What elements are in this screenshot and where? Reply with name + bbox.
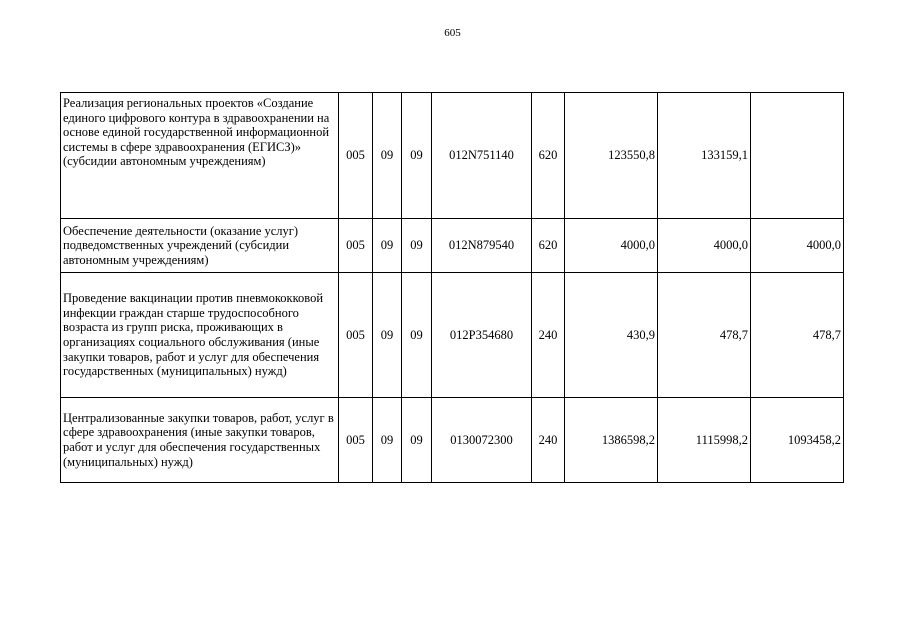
- amount-year2: 478,7: [658, 273, 751, 398]
- page-number: 605: [444, 27, 461, 39]
- target-article-code: 012N751140: [432, 93, 532, 219]
- ministry-code: 005: [339, 273, 373, 398]
- amount-year1: 1386598,2: [565, 398, 658, 483]
- row-description: Централизованные закупки товаров, работ, услуг в сфере здравоохранения (иные закупки товаров, работ и услуг для обеспечения государственных (муниципальных) нужд): [61, 398, 339, 483]
- row-description: Реализация региональных проектов «Создание единого цифрового контура в здравоохранении на основе единой государственной информационной системы в сфере здравоохранения (ЕГИСЗ)» (субсидии автономным учреждениям): [61, 93, 339, 219]
- section-code: 09: [373, 273, 402, 398]
- expense-type-code: 240: [532, 398, 565, 483]
- amount-year3: 1093458,2: [751, 398, 844, 483]
- expense-type-code: 240: [532, 273, 565, 398]
- target-article-code: 012N879540: [432, 219, 532, 273]
- budget-table: [60, 92, 844, 483]
- amount-year1: 4000,0: [565, 219, 658, 273]
- table-row: [61, 93, 844, 219]
- amount-year3: [751, 93, 844, 219]
- subsection-code: 09: [402, 93, 432, 219]
- amount-year3: 4000,0: [751, 219, 844, 273]
- row-description: Проведение вакцинации против пневмококковой инфекции граждан старше трудоспособного возраста из групп риска, проживающих в организациях социального обслуживания (иные закупки товаров, работ и услуг для обеспечения государственных (муниципальных) нужд): [61, 273, 339, 398]
- amount-year1: 123550,8: [565, 93, 658, 219]
- table-row: [61, 398, 844, 483]
- ministry-code: 005: [339, 93, 373, 219]
- ministry-code: 005: [339, 398, 373, 483]
- amount-year1: 430,9: [565, 273, 658, 398]
- subsection-code: 09: [402, 273, 432, 398]
- row-description: Обеспечение деятельности (оказание услуг) подведомственных учреждений (субсидии автономным учреждениям): [61, 219, 339, 273]
- expense-type-code: 620: [532, 93, 565, 219]
- subsection-code: 09: [402, 398, 432, 483]
- ministry-code: 005: [339, 219, 373, 273]
- target-article-code: 012P354680: [432, 273, 532, 398]
- section-code: 09: [373, 219, 402, 273]
- amount-year3: 478,7: [751, 273, 844, 398]
- amount-year2: 133159,1: [658, 93, 751, 219]
- expense-type-code: 620: [532, 219, 565, 273]
- amount-year2: 4000,0: [658, 219, 751, 273]
- section-code: 09: [373, 398, 402, 483]
- subsection-code: 09: [402, 219, 432, 273]
- amount-year2: 1115998,2: [658, 398, 751, 483]
- section-code: 09: [373, 93, 402, 219]
- table-row: [61, 273, 844, 398]
- target-article-code: 0130072300: [432, 398, 532, 483]
- table-row: [61, 219, 844, 273]
